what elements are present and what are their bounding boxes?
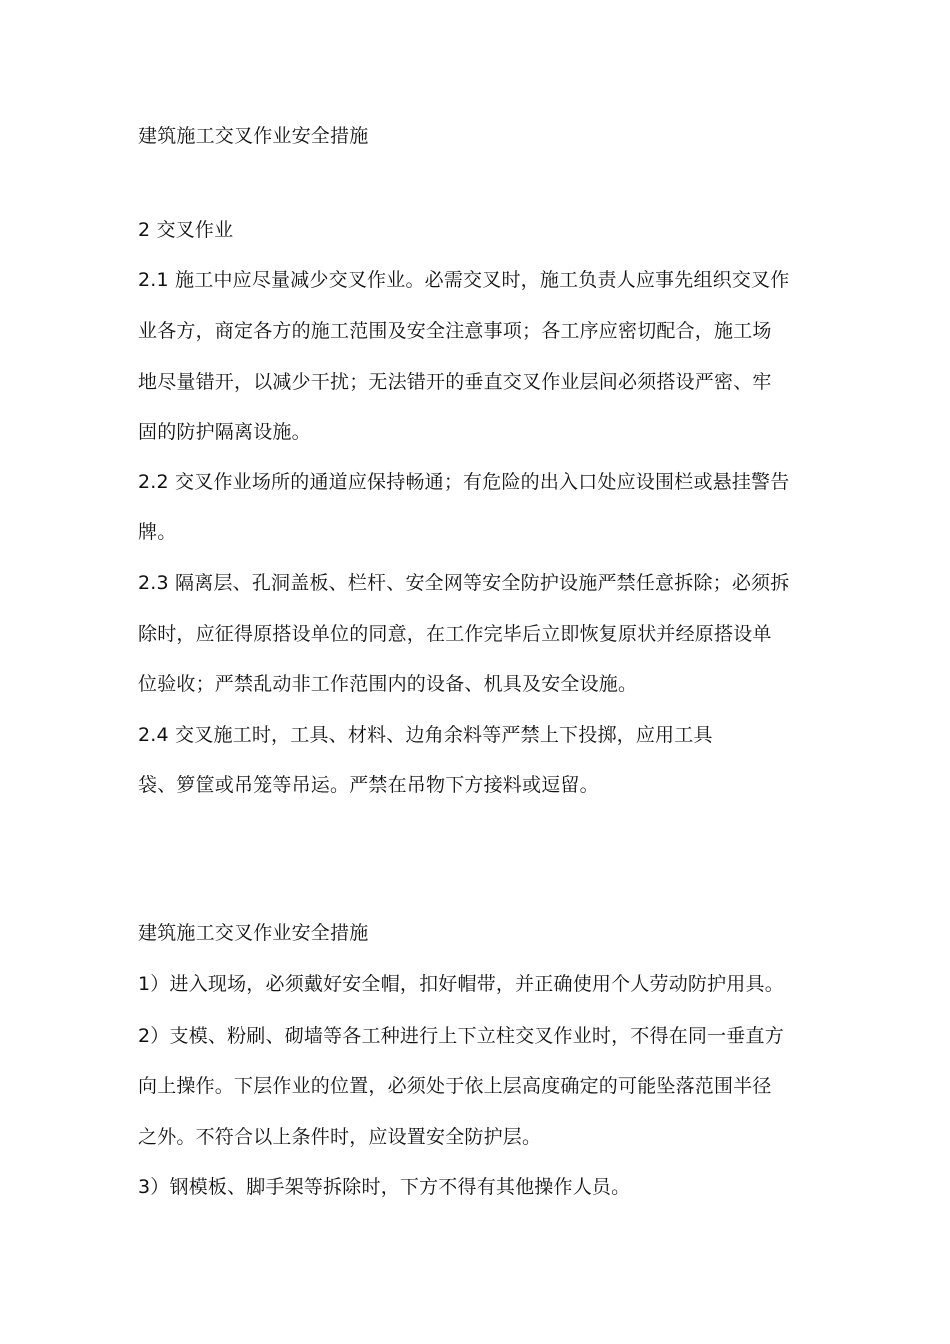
paragraph-line: 2.2 交叉作业场所的通道应保持畅通；有危险的出入口处应设围栏或悬挂警告	[138, 471, 790, 493]
paragraph-line: 位验收；严禁乱动非工作范围内的设备、机具及安全设施。	[138, 673, 638, 695]
paragraph-line: 2.1 施工中应尽量减少交叉作业。必需交叉时，施工负责人应事先组织交叉作	[138, 269, 790, 291]
list-item-line: 向上操作。下层作业的位置，必须处于依上层高度确定的可能坠落范围半径	[138, 1075, 772, 1097]
second-document-title: 建筑施工交叉作业安全措施	[138, 922, 369, 944]
paragraph-line: 固的防护隔离设施。	[138, 421, 311, 443]
paragraph-line: 业各方，商定各方的施工范围及安全注意事项；各工序应密切配合，施工场	[138, 320, 772, 342]
list-item-line: 3）钢模板、脚手架等拆除时，下方不得有其他操作人员。	[138, 1176, 631, 1198]
list-item-line: 1）进入现场，必须戴好安全帽，扣好帽带，并正确使用个人劳动防护用具。	[138, 973, 784, 995]
paragraph-line: 2.3 隔离层、孔洞盖板、栏杆、安全网等安全防护设施严禁任意拆除；必须拆	[138, 572, 790, 594]
paragraph-line: 牌。	[138, 521, 177, 543]
paragraph-line: 除时，应征得原搭设单位的同意，在工作完毕后立即恢复原状并经原搭设单	[138, 623, 772, 645]
paragraph-line: 2.4 交叉施工时，工具、材料、边角余料等严禁上下投掷，应用工具	[138, 724, 713, 746]
list-item-line: 之外。不符合以上条件时，应设置安全防护层。	[138, 1126, 542, 1148]
document-title: 建筑施工交叉作业安全措施	[138, 125, 369, 147]
paragraph-line: 袋、箩筐或吊笼等吊运。严禁在吊物下方接料或逗留。	[138, 774, 599, 796]
paragraph-line: 地尽量错开，以减少干扰；无法错开的垂直交叉作业层间必须搭设严密、牢	[138, 371, 772, 393]
section-heading: 2 交叉作业	[138, 219, 234, 241]
list-item-line: 2）支模、粉刷、砌墙等各工种进行上下立柱交叉作业时，不得在同一垂直方	[138, 1025, 784, 1047]
